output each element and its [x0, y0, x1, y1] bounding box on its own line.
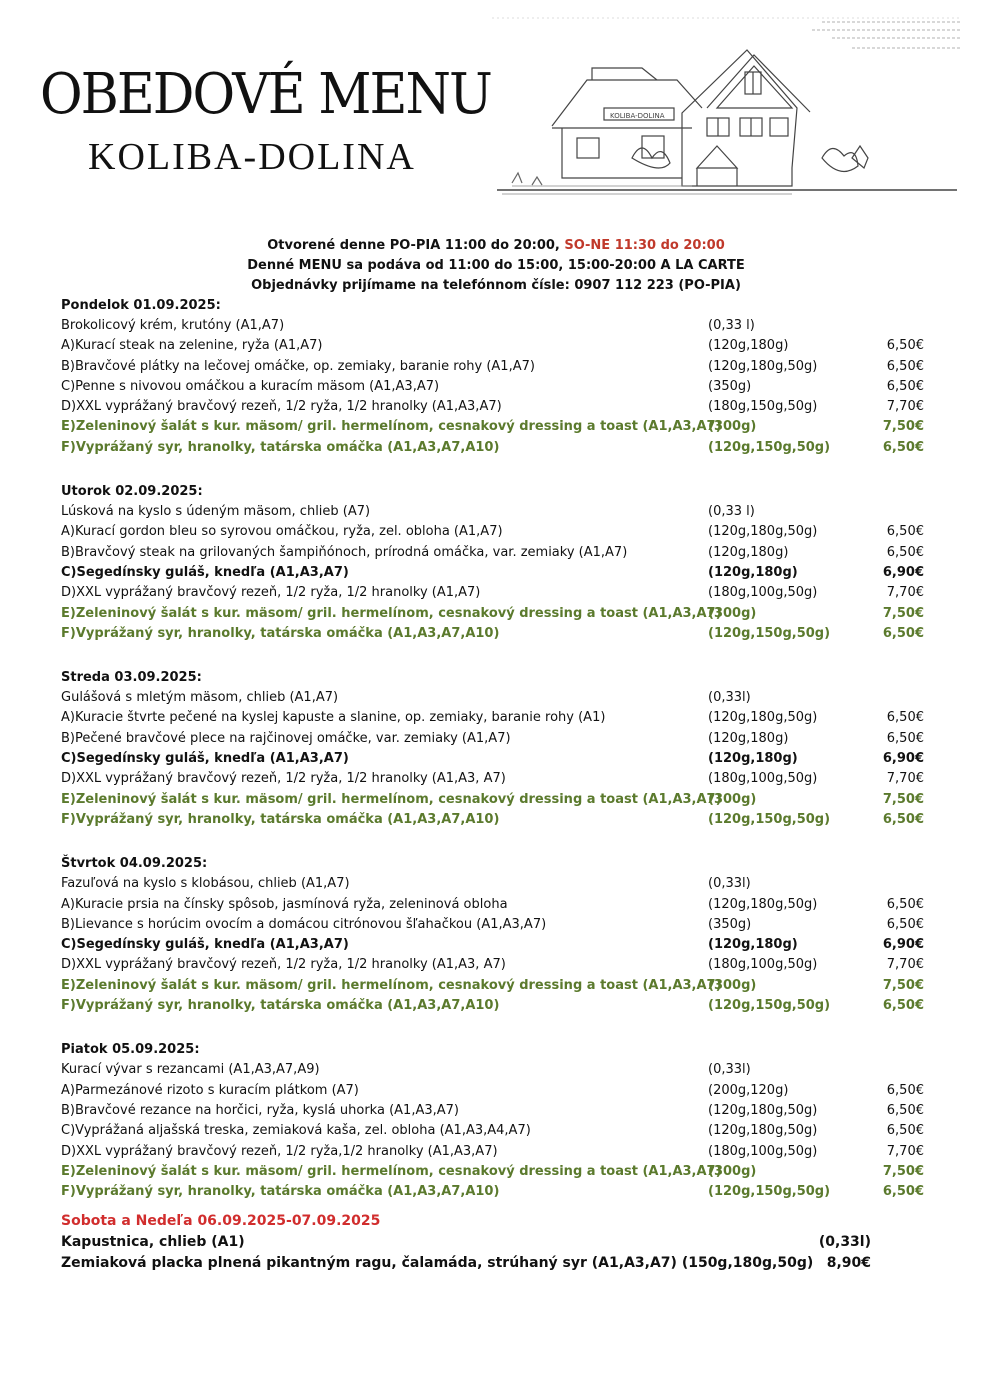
item-weight: (120g,150g,50g) — [708, 998, 831, 1014]
item-price: 6,50€ — [886, 524, 924, 540]
item-price: 6,50€ — [886, 916, 924, 932]
item-weight: (350g) — [708, 916, 752, 932]
item-description: B)Bravčový steak na grilovaných šampiňónoch, prírodná omáčka, var. zemiaky (A1,A7) — [61, 544, 628, 560]
item-description: F)Vyprážaný syr, hranolky, tatárska omáčka (A1,A3,A7,A10) — [61, 439, 500, 455]
menu-item-row — [61, 1101, 941, 1121]
item-weight: (120g,150g,50g) — [708, 811, 831, 827]
order-phone: Objednávky prijímame na telefónnom čísle: 0907 112 223 (PO-PIA) — [251, 278, 741, 293]
menu-item-row — [61, 790, 941, 810]
item-weight: (0,33l) — [708, 690, 751, 706]
item-price: 7,50€ — [882, 605, 924, 621]
item-description: E)Zeleninový šalát s kur. mäsom/ gril. hermelínom, cesnakový dressing a toast (A1,A3,A7) — [61, 791, 722, 807]
menu-item-row — [61, 729, 941, 749]
day-header: Streda 03.09.2025: — [61, 670, 202, 686]
item-description: C)Segedínsky guláš, knedľa (A1,A3,A7) — [61, 751, 349, 767]
day-header: Piatok 05.09.2025: — [61, 1042, 200, 1058]
item-weight: (180g,100g,50g) — [708, 1143, 818, 1159]
menu-item-row — [61, 417, 941, 437]
item-weight: (120g,150g,50g) — [708, 1184, 831, 1200]
item-description: A)Kuracie štvrte pečené na kyslej kapuste a slanine, op. zemiaky, baranie rohy (A1) — [61, 710, 606, 726]
item-weight: (180g,100g,50g) — [708, 585, 818, 601]
item-description: Gulášová s mletým mäsom, chlieb (A1,A7) — [61, 690, 339, 706]
item-description: E)Zeleninový šalát s kur. mäsom/ gril. hermelínom, cesnakový dressing a toast (A1,A3,A7) — [61, 605, 722, 621]
opening-info — [0, 236, 992, 296]
menu-item-row — [61, 1121, 941, 1141]
menu-item-row — [61, 624, 941, 644]
menu-serving-hours: Denné MENU sa podáva od 11:00 do 15:00, 15:00-20:00 A LA CARTE — [247, 258, 745, 273]
day-block — [61, 1040, 941, 1202]
item-description: C)Penne s nivovou omáčkou a kuracím mäsom (A1,A3,A7) — [61, 378, 440, 394]
item-price: 6,50€ — [886, 378, 924, 394]
item-price: 8,90€ — [826, 1255, 871, 1271]
menu-item-row — [61, 377, 941, 397]
menu-item-row — [61, 522, 941, 542]
weekend-item — [61, 1232, 941, 1253]
menu-item-row — [61, 1162, 941, 1182]
item-weight: (350g) — [708, 378, 752, 394]
item-price: 6,50€ — [886, 1082, 924, 1098]
item-weight: (180g,100g,50g) — [708, 957, 818, 973]
item-price: 6,50€ — [886, 338, 924, 354]
menu-item-row — [61, 708, 941, 728]
item-description: A)Kuracie prsia na čínsky spôsob, jasmínová ryža, zeleninová obloha — [61, 896, 508, 912]
menu-item-row — [61, 336, 941, 356]
item-price: 6,50€ — [886, 1123, 924, 1139]
building-sign: KOLIBA-DOLINA — [610, 112, 665, 120]
weekend-menu — [61, 1211, 941, 1274]
item-weight: (120g,150g,50g) — [708, 439, 831, 455]
item-price: 6,50€ — [882, 998, 924, 1014]
weekend-header: Sobota a Nedeľa 06.09.2025-07.09.2025 — [61, 1213, 381, 1229]
item-weight: (0,33 l) — [708, 318, 755, 333]
item-description: F)Vyprážaný syr, hranolky, tatárska omáčka (A1,A3,A7,A10) — [61, 1184, 500, 1200]
item-weight: (120g,180g) — [708, 730, 789, 746]
item-price: (0,33l) — [818, 1234, 871, 1250]
item-price: 7,50€ — [882, 791, 924, 807]
item-price: 6,50€ — [886, 710, 924, 726]
item-description: F)Vyprážaný syr, hranolky, tatárska omáčka (A1,A3,A7,A10) — [61, 998, 500, 1014]
item-description: B)Bravčové rezance na horčici, ryža, kyslá uhorka (A1,A3,A7) — [61, 1102, 459, 1118]
item-price: 6,50€ — [882, 625, 924, 641]
item-price: 7,50€ — [882, 977, 924, 993]
item-weight: (300g) — [708, 419, 757, 435]
item-weight: (200g,120g) — [708, 1082, 789, 1098]
item-description: A)Parmezánové rizoto s kuracím plátkom (A7) — [61, 1082, 359, 1098]
item-description: F)Vyprážaný syr, hranolky, tatárska omáčka (A1,A3,A7,A10) — [61, 625, 500, 641]
menu-item-row — [61, 543, 941, 563]
menu-item-row — [61, 915, 941, 935]
item-description: D)XXL vyprážaný bravčový rezeň, 1/2 ryža,1/2 hranolky (A1,A3,A7) — [61, 1143, 498, 1159]
day-block — [61, 482, 941, 644]
menu-item-row — [61, 955, 941, 975]
item-weight: (120g,180g) — [708, 544, 789, 560]
item-price: 7,50€ — [882, 1163, 924, 1179]
item-description: D)XXL vyprážaný bravčový rezeň, 1/2 ryža, 1/2 hranolky (A1,A3, A7) — [61, 957, 506, 973]
item-price: 6,50€ — [886, 896, 924, 912]
item-description: Kapustnica, chlieb (A1) — [61, 1234, 245, 1250]
koliba-building-sketch — [492, 8, 962, 203]
item-price: 6,50€ — [882, 439, 924, 455]
opening-hours — [0, 236, 992, 256]
menu-item-row — [61, 749, 941, 769]
item-price: 7,70€ — [886, 585, 924, 601]
opening-hours-weekend: SO-NE 11:30 do 20:00 — [564, 238, 725, 253]
item-price: 6,50€ — [886, 544, 924, 560]
item-weight: (0,33l) — [708, 1062, 751, 1078]
item-price: 7,70€ — [886, 399, 924, 415]
item-price: 6,50€ — [882, 1184, 924, 1200]
item-price: 6,50€ — [886, 730, 924, 746]
opening-hours-weekdays: Otvorené denne PO-PIA 11:00 do 20:00, — [267, 238, 565, 253]
item-weight: (120g,180g) — [708, 338, 789, 354]
item-description: C)Segedínsky guláš, knedľa (A1,A3,A7) — [61, 564, 349, 580]
item-weight: (300g) — [708, 791, 757, 807]
item-price: 7,70€ — [886, 957, 924, 973]
item-weight: (0,33l) — [708, 876, 751, 892]
item-price: 7,70€ — [886, 1143, 924, 1159]
item-weight: (300g) — [708, 605, 757, 621]
menu-item-row — [61, 357, 941, 377]
item-description: E)Zeleninový šalát s kur. mäsom/ gril. hermelínom, cesnakový dressing a toast (A1,A3,A7) — [61, 1163, 722, 1179]
item-description: Brokolicový krém, krutóny (A1,A7) — [61, 318, 285, 333]
item-price: 6,50€ — [882, 811, 924, 827]
menu-item-row — [61, 769, 941, 789]
day-header: Štvrtok 04.09.2025: — [61, 856, 208, 872]
soup-row — [61, 688, 941, 708]
day-block — [61, 668, 941, 830]
item-weight: (300g) — [708, 977, 757, 993]
item-weight: (120g,180g,50g) — [708, 1102, 818, 1118]
menu-item-row — [61, 1081, 941, 1101]
item-price: 7,50€ — [882, 419, 924, 435]
item-price: 6,50€ — [886, 358, 924, 374]
weekend-item — [61, 1253, 941, 1274]
menu-title: OBEDOVÉ MENU — [40, 62, 491, 127]
item-weight: (120g,180g,50g) — [708, 1123, 818, 1139]
item-description: F)Vyprážaný syr, hranolky, tatárska omáčka (A1,A3,A7,A10) — [61, 811, 500, 827]
item-description: Zemiaková placka plnená pikantným ragu, čalamáda, strúhaný syr (A1,A3,A7) (150g,180g,50g) — [61, 1255, 814, 1271]
item-price: 7,70€ — [886, 771, 924, 787]
item-description: E)Zeleninový šalát s kur. mäsom/ gril. hermelínom, cesnakový dressing a toast (A1,A3,A7) — [61, 977, 722, 993]
item-description: B)Pečené bravčové plece na rajčinovej omáčke, var. zemiaky (A1,A7) — [61, 730, 511, 746]
soup-row — [61, 874, 941, 894]
item-description: A)Kurací gordon bleu so syrovou omáčkou, ryža, zel. obloha (A1,A7) — [61, 524, 503, 540]
item-description: C)Segedínsky guláš, knedľa (A1,A3,A7) — [61, 937, 349, 953]
menu-item-row — [61, 996, 941, 1016]
item-weight: (180g,100g,50g) — [708, 771, 818, 787]
item-description: C)Vyprážaná aljašská treska, zemiaková kaša, zel. obloha (A1,A3,A4,A7) — [61, 1123, 531, 1139]
item-weight: (120g,180g) — [708, 937, 798, 953]
item-weight: (120g,180g) — [708, 751, 798, 767]
menu-item-row — [61, 976, 941, 996]
item-description: B)Lievance s horúcim ovocím a domácou citrónovou šľahačkou (A1,A3,A7) — [61, 916, 547, 932]
menu-item-row — [61, 583, 941, 603]
item-description: D)XXL vyprážaný bravčový rezeň, 1/2 ryža, 1/2 hranolky (A1,A7) — [61, 585, 481, 601]
item-weight: (120g,180g,50g) — [708, 358, 818, 374]
item-price: 6,90€ — [882, 751, 924, 767]
item-weight: (120g,180g,50g) — [708, 896, 818, 912]
weekly-menu — [61, 296, 941, 1226]
item-weight: (300g) — [708, 1163, 757, 1179]
menu-item-row — [61, 604, 941, 624]
restaurant-name: KOLIBA-DOLINA — [88, 136, 416, 178]
soup-row — [61, 502, 941, 522]
menu-item-row — [61, 438, 941, 458]
day-header: Pondelok 01.09.2025: — [61, 298, 221, 313]
menu-item-row — [61, 935, 941, 955]
soup-row — [61, 316, 941, 336]
item-description: D)XXL vyprážaný bravčový rezeň, 1/2 ryža, 1/2 hranolky (A1,A3,A7) — [61, 399, 502, 415]
item-weight: (120g,180g,50g) — [708, 524, 818, 540]
item-description: B)Bravčové plátky na lečovej omáčke, op. zemiaky, baranie rohy (A1,A7) — [61, 358, 535, 374]
day-header: Utorok 02.09.2025: — [61, 484, 203, 500]
item-description: Fazuľová na kyslo s klobásou, chlieb (A1,A7) — [61, 876, 350, 892]
item-description: E)Zeleninový šalát s kur. mäsom/ gril. hermelínom, cesnakový dressing a toast (A1,A3,A7) — [61, 419, 722, 435]
day-block — [61, 854, 941, 1016]
menu-item-row — [61, 397, 941, 417]
menu-item-row — [61, 895, 941, 915]
menu-item-row — [61, 1182, 941, 1202]
item-price: 6,50€ — [886, 1102, 924, 1118]
item-description: A)Kurací steak na zelenine, ryža (A1,A7) — [61, 338, 323, 354]
item-weight: (120g,180g) — [708, 564, 798, 580]
item-price: 6,90€ — [882, 564, 924, 580]
item-price: 6,90€ — [882, 937, 924, 953]
menu-item-row — [61, 1142, 941, 1162]
day-block — [61, 296, 941, 458]
item-weight: (180g,150g,50g) — [708, 399, 818, 415]
item-weight: (120g,180g,50g) — [708, 710, 818, 726]
menu-item-row — [61, 810, 941, 830]
item-weight: (120g,150g,50g) — [708, 625, 831, 641]
item-weight: (0,33 l) — [708, 504, 755, 520]
soup-row — [61, 1060, 941, 1080]
item-description: Lúsková na kyslo s údeným mäsom, chlieb (A7) — [61, 504, 371, 520]
item-description: D)XXL vyprážaný bravčový rezeň, 1/2 ryža, 1/2 hranolky (A1,A3, A7) — [61, 771, 506, 787]
menu-item-row — [61, 563, 941, 583]
item-description: Kurací vývar s rezancami (A1,A3,A7,A9) — [61, 1062, 320, 1078]
